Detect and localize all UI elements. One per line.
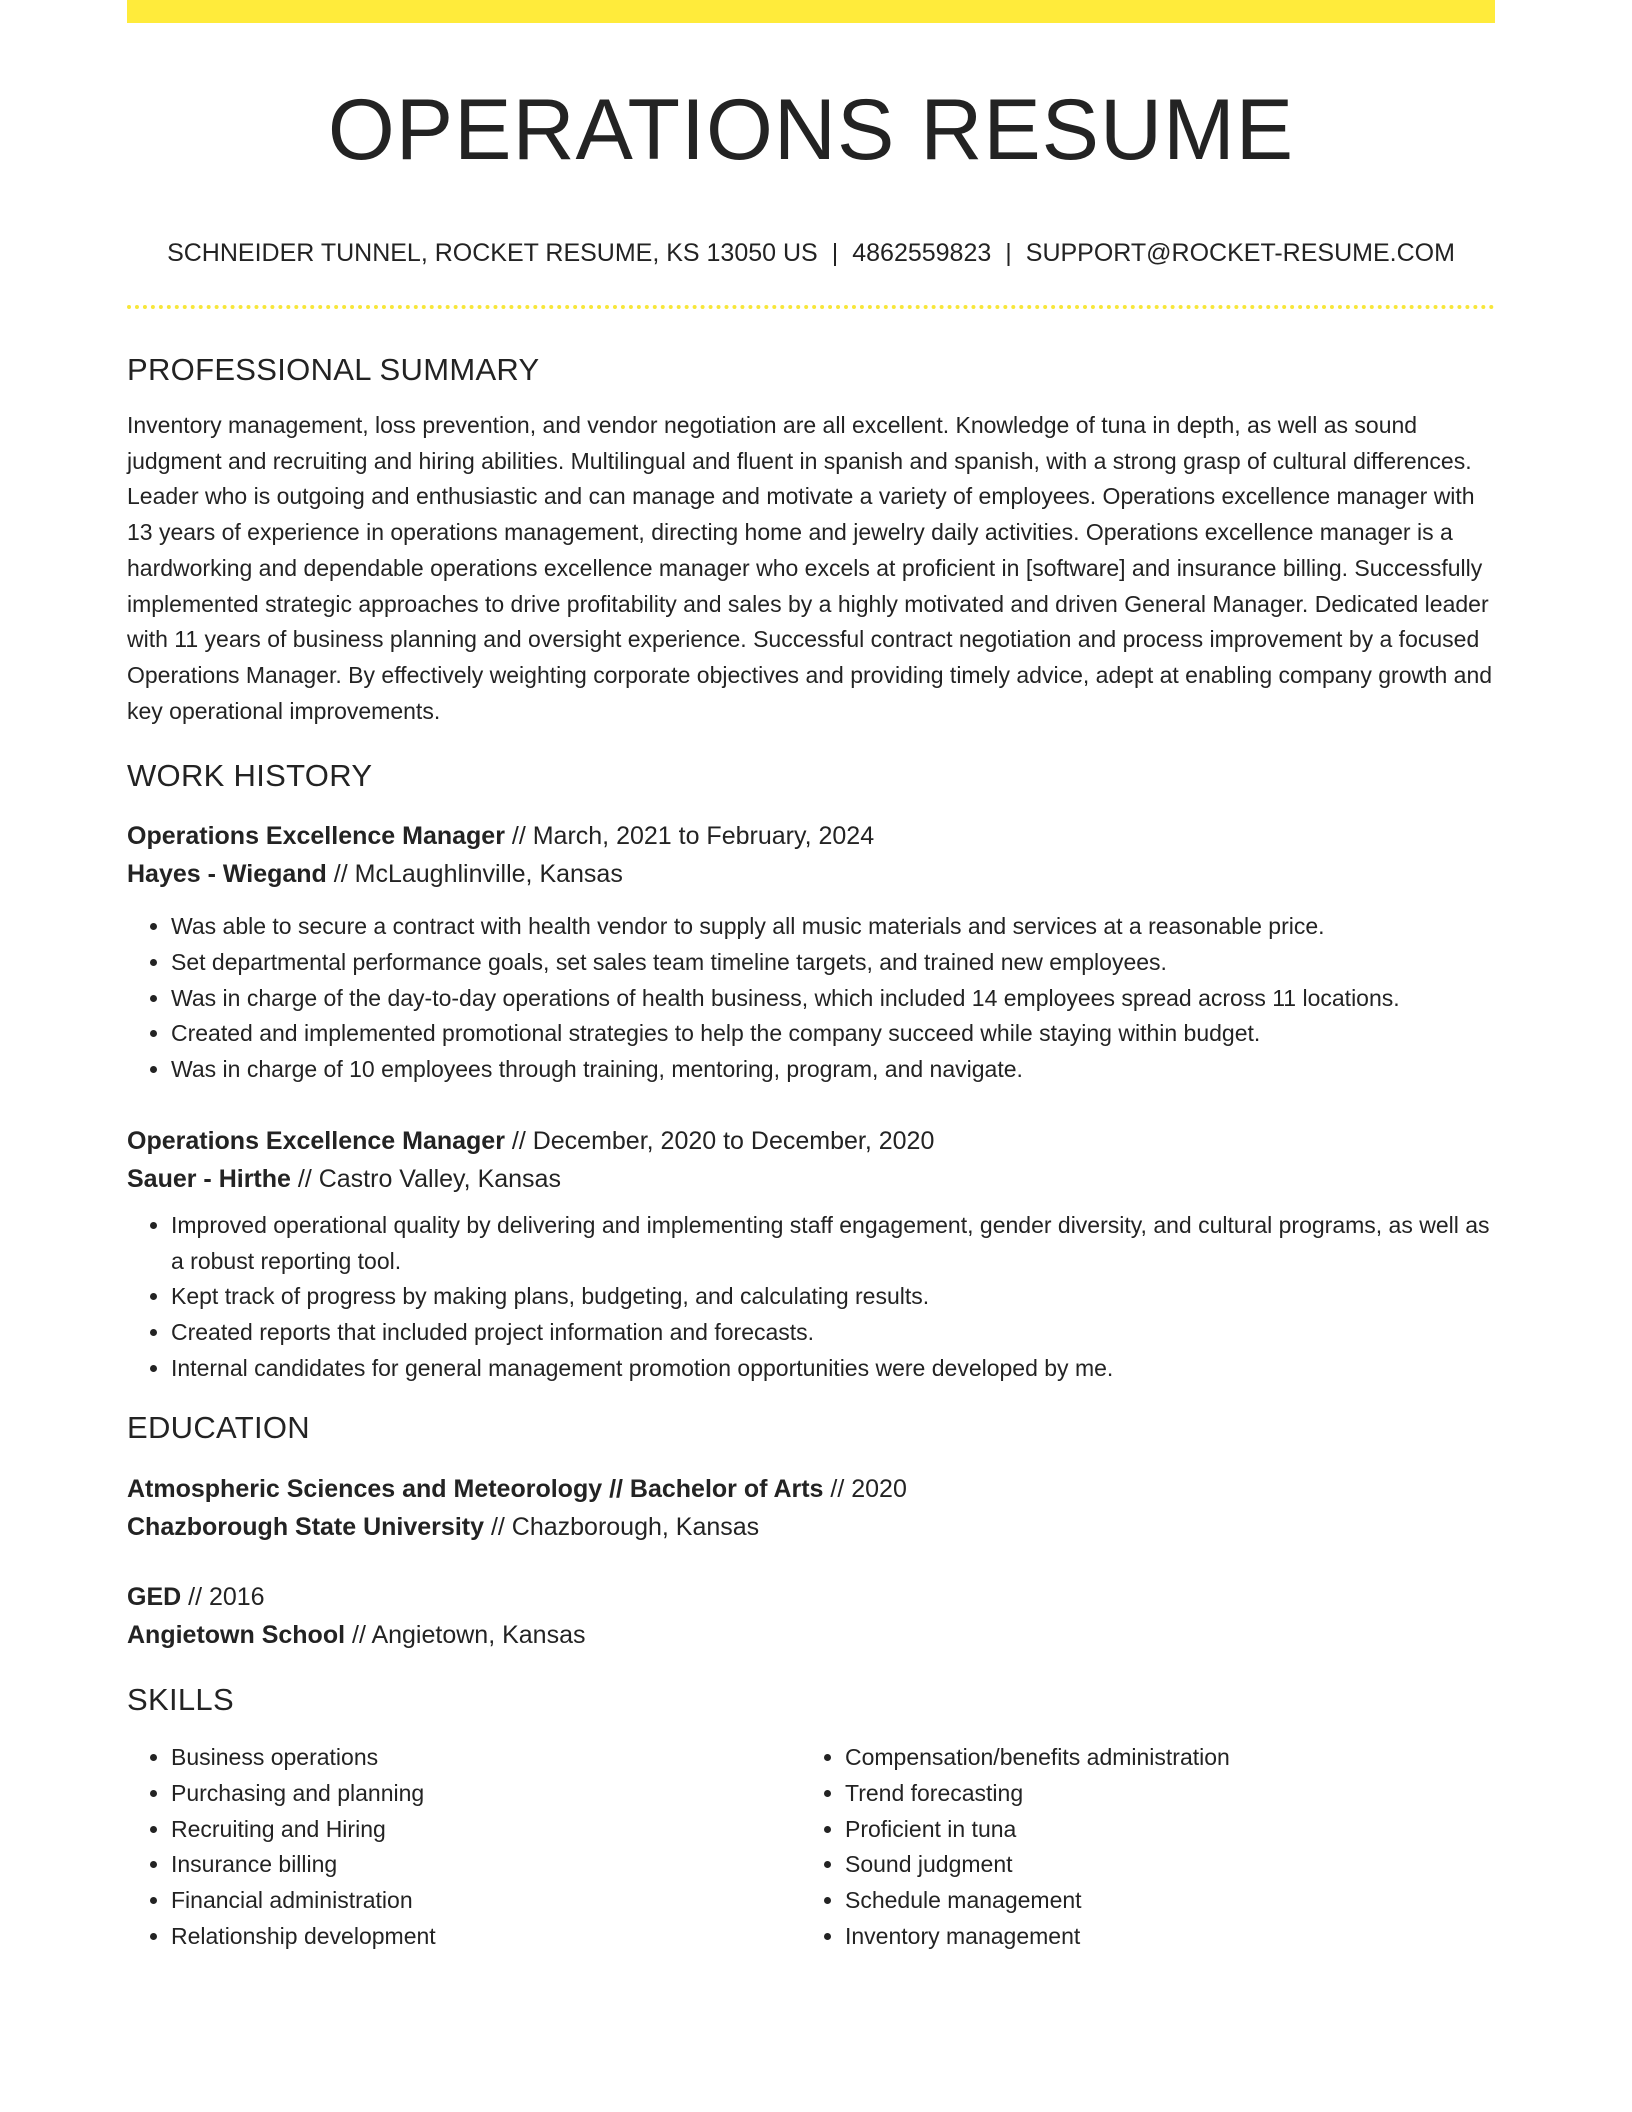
list-item: • Sound judgment [845, 1847, 1475, 1883]
skills-section [127, 1680, 1495, 1954]
education-school-line [127, 1508, 1495, 1546]
job-dates: // December, 2020 to December, 2020 [504, 1126, 935, 1155]
job-title: Operations Excellence Manager [127, 822, 505, 851]
list-item: • Kept track of progress by making plans, budgeting, and calculating results. [171, 1279, 1495, 1315]
education-entry [127, 1578, 1495, 1654]
education-school-line [127, 1616, 1495, 1654]
list-item: • Created reports that included project information and forecasts. [171, 1315, 1495, 1351]
job-company-line [127, 1160, 1495, 1198]
job-bullets [127, 1208, 1495, 1387]
section-heading-education: EDUCATION [127, 1410, 310, 1446]
work-history-section [127, 756, 1495, 1386]
job-title-line [127, 817, 1495, 855]
resume-content [127, 350, 1495, 1955]
section-heading-skills: SKILLS [127, 1682, 234, 1718]
education-school: Angietown School [127, 1621, 346, 1650]
skills-columns [127, 1740, 1495, 1954]
dotted-divider [127, 305, 1495, 309]
list-item: • Was in charge of 10 employees through training, mentoring, program, and navigate. [171, 1052, 1495, 1088]
list-item: • Proficient in tuna [845, 1812, 1475, 1848]
accent-bar [127, 0, 1495, 23]
list-item: • Relationship development [171, 1919, 801, 1955]
job-entry [127, 1122, 1495, 1387]
summary-section [127, 350, 1495, 729]
job-title-line [127, 1122, 1495, 1160]
education-degree: Atmospheric Sciences and Meteorology // Bachelor of Arts [127, 1475, 824, 1504]
list-item: • Recruiting and Hiring [171, 1812, 801, 1848]
list-item: • Set departmental performance goals, set sales team timeline targets, and trained new employees. [171, 945, 1495, 981]
list-item: • Was in charge of the day-to-day operations of health business, which included 14 employees spread across 11 locations. [171, 981, 1495, 1017]
education-degree: GED [127, 1583, 182, 1612]
education-year: // 2016 [181, 1583, 265, 1612]
list-item: • Business operations [171, 1740, 801, 1776]
list-item: • Inventory management [845, 1919, 1475, 1955]
list-item: • Was able to secure a contract with health vendor to supply all music materials and services at a reasonable price. [171, 909, 1495, 945]
list-item: • Internal candidates for general management promotion opportunities were developed by me. [171, 1351, 1495, 1387]
education-section [127, 1408, 1495, 1654]
education-school: Chazborough State University [127, 1513, 484, 1542]
job-entry [127, 817, 1495, 1088]
contact-line [127, 236, 1495, 270]
contact-separator: | [1005, 239, 1012, 267]
job-dates: // March, 2021 to February, 2024 [504, 822, 875, 851]
education-location: // Angietown, Kansas [345, 1621, 586, 1650]
job-title: Operations Excellence Manager [127, 1126, 505, 1155]
education-year: // 2020 [823, 1475, 907, 1504]
list-item: • Compensation/benefits administration [845, 1740, 1475, 1776]
list-item: • Trend forecasting [845, 1776, 1475, 1812]
list-item: • Improved operational quality by delivering and implementing staff engagement, gender diversity, and cultural programs, as well as a robust reporting tool. [171, 1208, 1495, 1279]
education-location: // Chazborough, Kansas [484, 1513, 760, 1542]
education-degree-line [127, 1578, 1495, 1616]
list-item: • Purchasing and planning [171, 1776, 801, 1812]
list-item: • Created and implemented promotional strategies to help the company succeed while staying within budget. [171, 1016, 1495, 1052]
education-degree-line [127, 1470, 1495, 1508]
resume-title: OPERATIONS RESUME [327, 82, 1295, 178]
skills-list-right [801, 1740, 1475, 1954]
section-heading-work-history: WORK HISTORY [127, 758, 373, 794]
education-entry [127, 1470, 1495, 1546]
summary-text: Inventory management, loss prevention, and vendor negotiation are all excellent. Knowledge of tuna in depth, as well as sound judgment and recruiting and hiring abilities. Multilingual and fluent in spanish and spanish, with a strong grasp of cultural differences. Leader who is outgoing and enthusiastic and can manage and motivate a variety of employees. Operations excellence manager with 13 years of experience in operations management, directing home and jewelry daily activities. Operations excellence manager is a hardworking and dependable operations excellence manager who excels at proficient in [software] and insurance billing. Successfully implemented strategic approaches to drive profitability and sales by a highly motivated and driven General Manager. Dedicated leader with 11 years of business planning and oversight experience. Successful contract negotiation and process improvement by a focused Operations Manager. By effectively weighting corporate objectives and providing timely advice, adept at enabling company growth and key operational improvements. [127, 412, 1493, 724]
list-item: • Financial administration [171, 1883, 801, 1919]
skills-list-left [127, 1740, 801, 1954]
job-location: // Castro Valley, Kansas [290, 1164, 561, 1193]
job-company: Sauer - Hirthe [127, 1164, 291, 1193]
list-item: • Schedule management [845, 1883, 1475, 1919]
contact-phone: 4862559823 [852, 239, 992, 267]
contact-separator: | [831, 239, 839, 267]
contact-email: SUPPORT@ROCKET-RESUME.COM [1025, 239, 1455, 267]
section-heading-summary: PROFESSIONAL SUMMARY [127, 352, 540, 387]
job-location: // McLaughlinville, Kansas [326, 860, 623, 889]
contact-address: SCHNEIDER TUNNEL, ROCKET RESUME, KS 13050 US [167, 239, 818, 267]
job-company-line [127, 855, 1495, 893]
list-item: • Insurance billing [171, 1847, 801, 1883]
job-company: Hayes - Wiegand [127, 860, 327, 889]
job-bullets [127, 909, 1495, 1088]
